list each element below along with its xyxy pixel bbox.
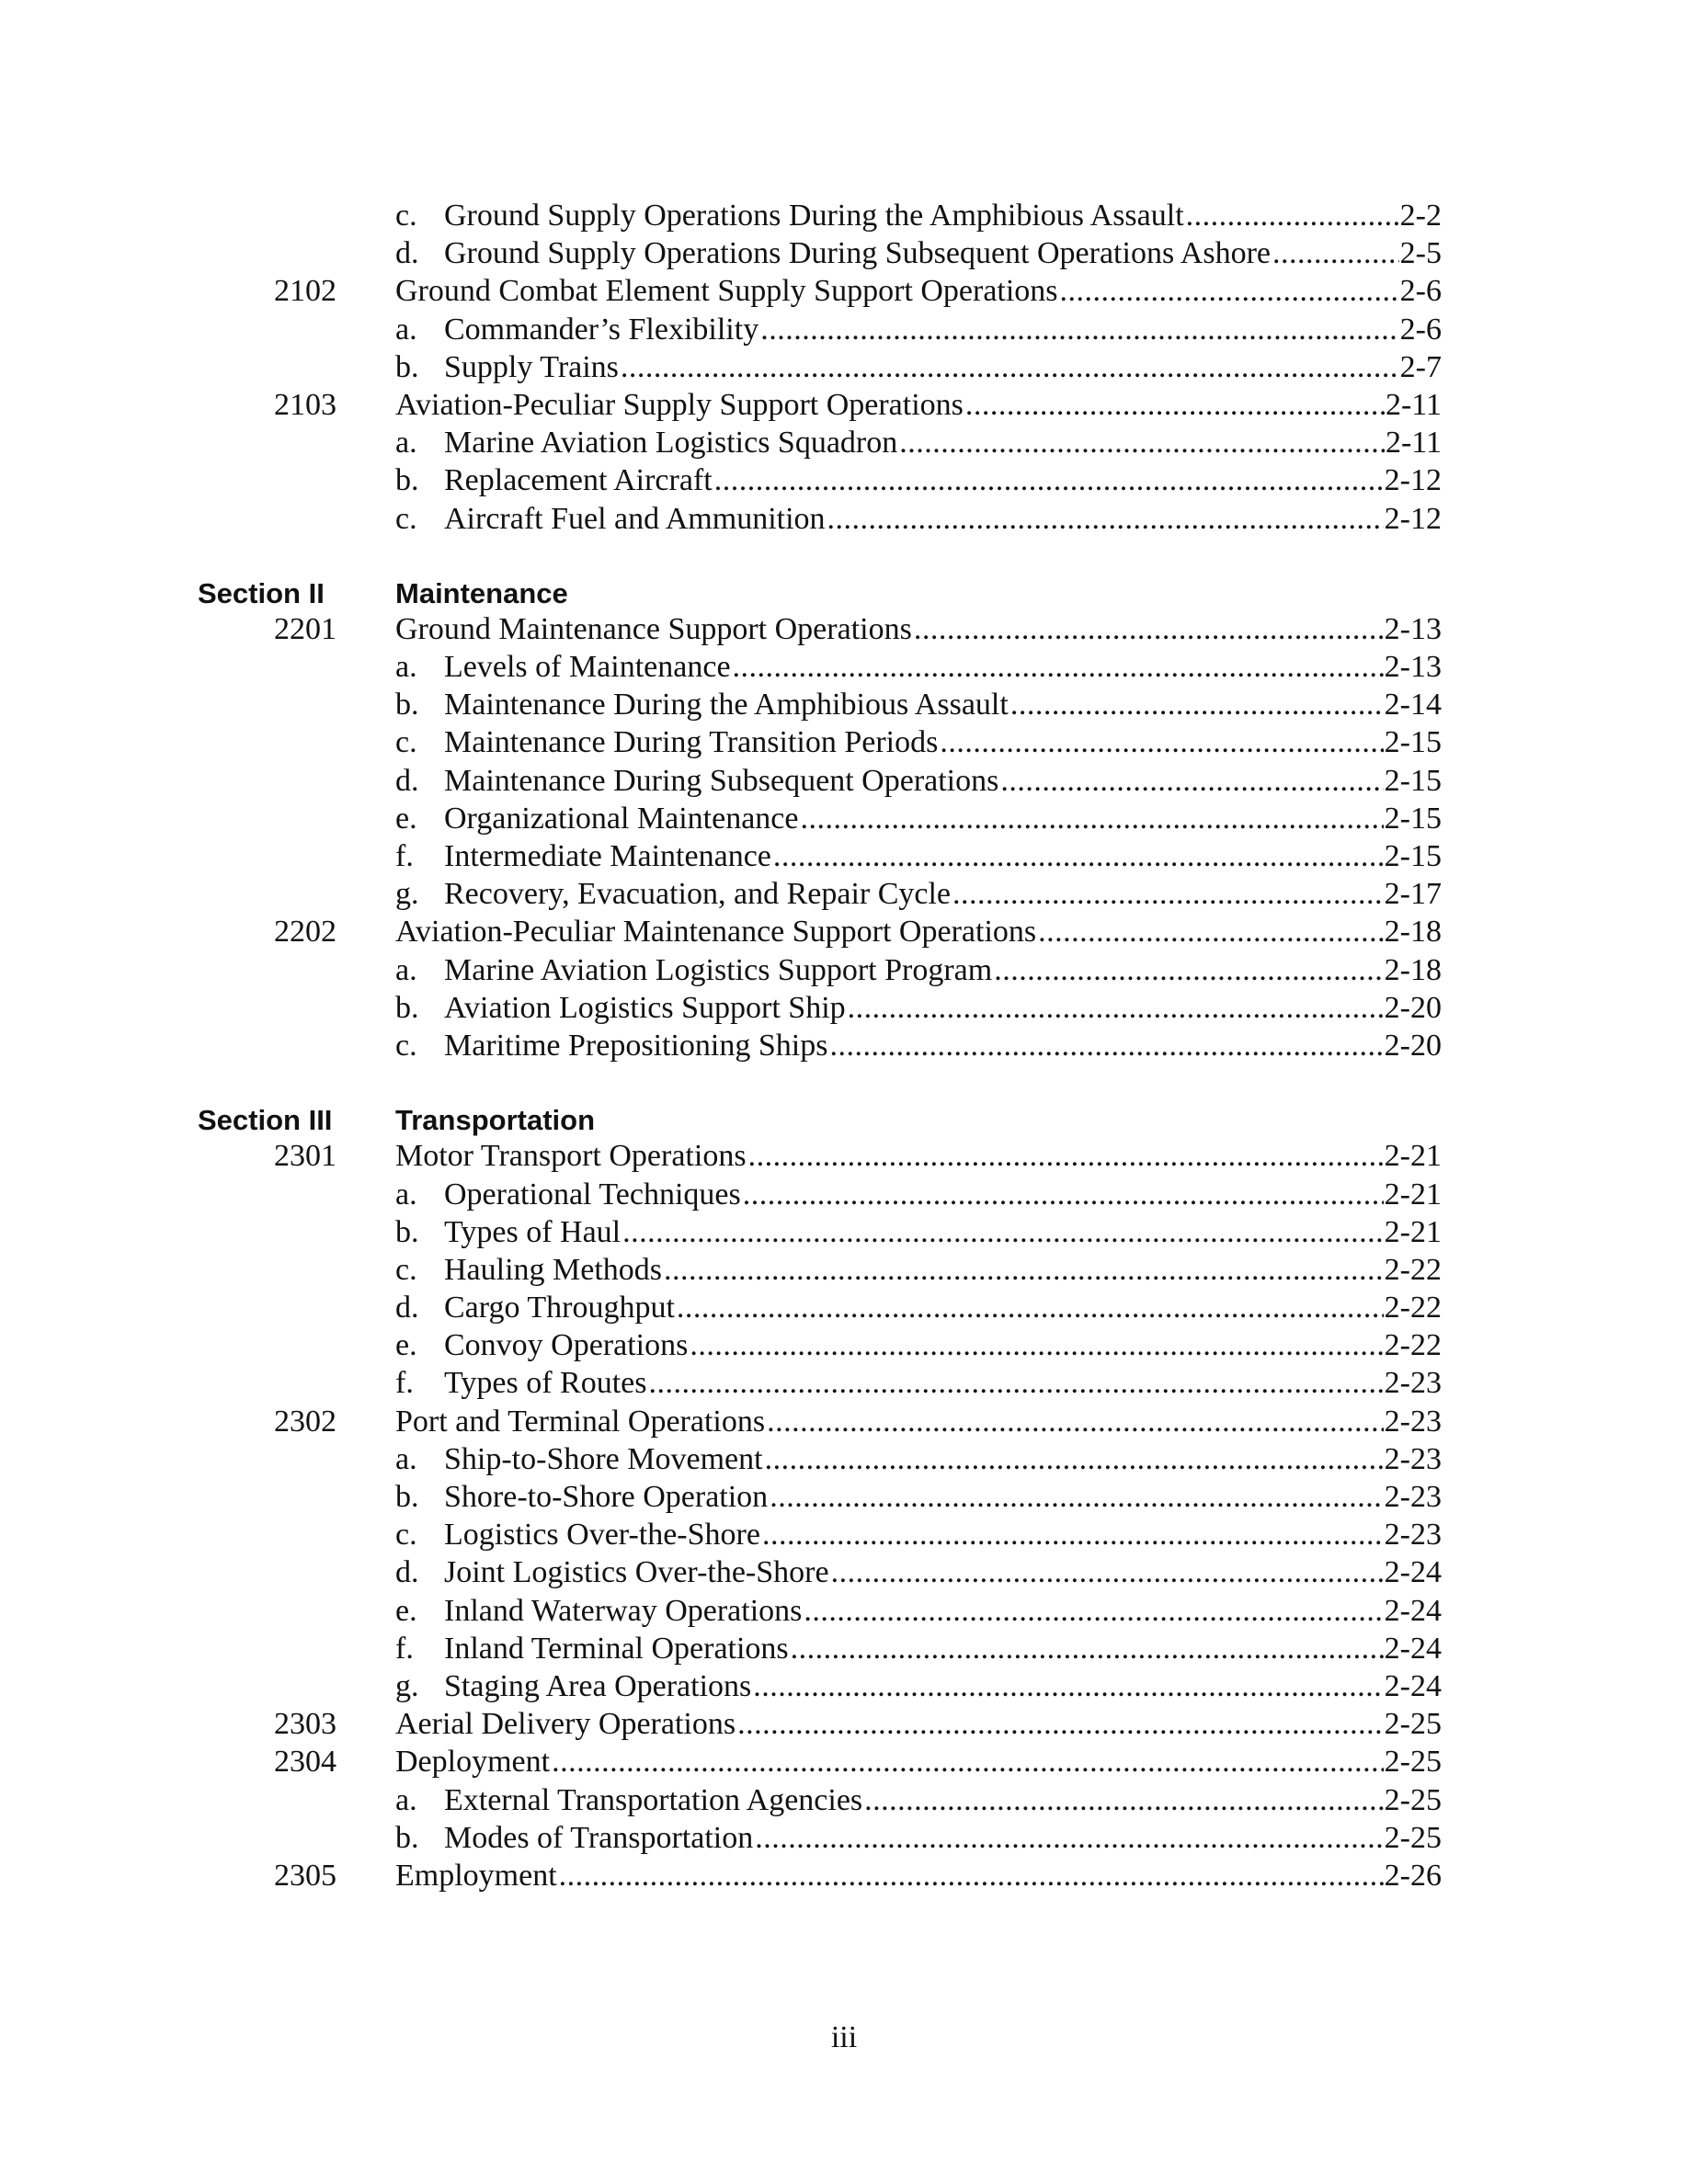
entry-page-number: 2-24 — [1384, 1593, 1442, 1628]
entry-page-number: 2-25 — [1384, 1782, 1442, 1817]
toc-line — [395, 1213, 1442, 1251]
subentry-letter: b. — [395, 688, 419, 722]
entry-title: Convoy Operations — [444, 1328, 689, 1363]
entry-title: Cargo Throughput — [444, 1291, 675, 1325]
paragraph-number: 2103 — [274, 387, 336, 422]
entry-title: Ground Supply Operations During the Amphibious Assault — [444, 199, 1184, 233]
entry-page-number: 2-14 — [1384, 688, 1442, 722]
toc-line — [395, 1516, 1442, 1553]
toc-subentry — [0, 1667, 1688, 1705]
dot-leader — [952, 875, 1384, 913]
dot-leader — [864, 1781, 1384, 1819]
subentry-letter: b. — [395, 1820, 419, 1855]
subentry-letter: e. — [395, 1593, 417, 1628]
toc-entry — [0, 1857, 1688, 1894]
toc-subentry — [0, 1781, 1688, 1819]
paragraph-number: 2102 — [274, 274, 336, 309]
toc-line — [395, 386, 1442, 424]
toc-line — [395, 800, 1442, 837]
entry-page-number: 2-2 — [1399, 199, 1442, 233]
entry-page-number: 2-23 — [1384, 1480, 1442, 1514]
entry-title: Levels of Maintenance — [444, 650, 731, 685]
toc-line — [395, 837, 1442, 875]
subentry-letter: e. — [395, 801, 417, 836]
toc-line — [395, 951, 1442, 989]
entry-page-number: 2-15 — [1384, 839, 1442, 873]
entry-title: Inland Waterway Operations — [444, 1593, 803, 1628]
toc-line — [395, 686, 1442, 723]
entry-title: Types of Haul — [444, 1214, 622, 1249]
toc-line — [395, 500, 1442, 538]
dot-leader — [899, 424, 1385, 461]
paragraph-number: 2303 — [274, 1707, 336, 1742]
dot-leader — [622, 1213, 1384, 1251]
dot-leader — [914, 610, 1384, 648]
subentry-letter: b. — [395, 349, 419, 384]
toc-subentry — [0, 762, 1688, 800]
entry-page-number: 2-21 — [1384, 1139, 1442, 1174]
dot-leader — [664, 1251, 1384, 1289]
toc-subentry — [0, 1027, 1688, 1064]
subentry-letter: c. — [395, 501, 417, 536]
entry-title: Organizational Maintenance — [444, 801, 799, 836]
entry-title: Operational Techniques — [444, 1177, 741, 1211]
dot-leader — [760, 311, 1398, 348]
toc-line — [395, 1403, 1442, 1440]
entry-page-number: 2-18 — [1384, 952, 1442, 987]
dot-leader — [559, 1857, 1384, 1894]
toc-entry — [0, 272, 1688, 310]
toc-subentry — [0, 800, 1688, 837]
dot-leader — [940, 723, 1383, 761]
entry-page-number: 2-11 — [1385, 387, 1442, 422]
toc-subentry — [0, 234, 1688, 272]
table-of-contents — [0, 197, 1688, 1894]
entry-title: Commander’s Flexibility — [444, 312, 759, 347]
toc-subentry — [0, 1364, 1688, 1402]
section-label: Section II — [198, 576, 325, 609]
entry-page-number: 2-15 — [1384, 763, 1442, 798]
subentry-letter: c. — [395, 725, 417, 760]
subentry-letter: c. — [395, 1028, 417, 1063]
subentry-letter: c. — [395, 1252, 417, 1287]
toc-line — [395, 197, 1442, 234]
toc-line — [395, 1440, 1442, 1478]
toc-line — [395, 1857, 1442, 1894]
toc-entry — [0, 1403, 1688, 1440]
entry-title: Recovery, Evacuation, and Repair Cycle — [444, 877, 952, 912]
toc-line — [395, 610, 1442, 648]
entry-page-number: 2-13 — [1384, 611, 1442, 646]
entry-page-number: 2-24 — [1384, 1555, 1442, 1590]
entry-page-number: 2-7 — [1399, 349, 1442, 384]
subentry-letter: f. — [395, 1631, 414, 1666]
toc-subentry — [0, 348, 1688, 386]
dot-leader — [649, 1364, 1384, 1402]
entry-page-number: 2-13 — [1384, 650, 1442, 685]
toc-line — [395, 1781, 1442, 1819]
toc-line — [395, 272, 1442, 310]
dot-leader — [677, 1289, 1384, 1326]
toc-line — [395, 311, 1442, 348]
entry-page-number: 2-15 — [1384, 725, 1442, 760]
entry-page-number: 2-22 — [1384, 1291, 1442, 1325]
toc-subentry — [0, 875, 1688, 913]
entry-page-number: 2-15 — [1384, 801, 1442, 836]
dot-leader — [831, 1553, 1384, 1591]
toc-entry — [0, 913, 1688, 950]
entry-title: Intermediate Maintenance — [444, 839, 771, 873]
subentry-letter: a. — [395, 426, 417, 461]
toc-subentry — [0, 648, 1688, 686]
entry-page-number: 2-26 — [1384, 1858, 1442, 1893]
entry-page-number: 2-11 — [1385, 426, 1442, 461]
entry-page-number: 2-25 — [1384, 1707, 1442, 1742]
entry-page-number: 2-6 — [1399, 274, 1442, 309]
entry-title: Ship-to-Shore Movement — [444, 1441, 763, 1476]
toc-line — [395, 913, 1442, 950]
entry-page-number: 2-23 — [1384, 1518, 1442, 1553]
subentry-letter: e. — [395, 1328, 417, 1363]
entry-page-number: 2-23 — [1384, 1366, 1442, 1401]
section-title: Transportation — [395, 1104, 596, 1137]
subentry-letter: b. — [395, 1214, 419, 1249]
entry-title: Motor Transport Operations — [395, 1139, 747, 1174]
entry-title: Aviation Logistics Support Ship — [444, 990, 846, 1025]
dot-leader — [755, 1819, 1383, 1857]
dot-leader — [767, 1403, 1384, 1440]
toc-entry — [0, 1705, 1688, 1743]
entry-title: Ground Maintenance Support Operations — [395, 611, 912, 646]
entry-title: External Transportation Agencies — [444, 1782, 863, 1817]
toc-line — [395, 1630, 1442, 1667]
entry-title: Shore-to-Shore Operation — [444, 1480, 769, 1514]
entry-page-number: 2-21 — [1384, 1214, 1442, 1249]
entry-title: Inland Terminal Operations — [444, 1631, 789, 1666]
toc-subentry — [0, 1553, 1688, 1591]
subentry-letter: a. — [395, 1441, 417, 1476]
entry-title: Hauling Methods — [444, 1252, 663, 1287]
section-heading-row — [0, 573, 1688, 610]
entry-title: Joint Logistics Over-the-Shore — [444, 1555, 829, 1590]
paragraph-number: 2304 — [274, 1745, 336, 1780]
subentry-letter: d. — [395, 1555, 419, 1590]
toc-subentry — [0, 500, 1688, 538]
entry-title: Modes of Transportation — [444, 1820, 754, 1855]
entry-title: Maritime Prepositioning Ships — [444, 1028, 828, 1063]
entry-title: Maintenance During the Amphibious Assault — [444, 688, 1009, 722]
subentry-letter: g. — [395, 1668, 419, 1703]
entry-page-number: 2-23 — [1384, 1441, 1442, 1476]
dot-leader — [1060, 272, 1399, 310]
entry-title: Maintenance During Transition Periods — [444, 725, 939, 760]
dot-leader — [1000, 762, 1383, 800]
entry-title: Employment — [395, 1858, 557, 1893]
toc-subentry — [0, 1289, 1688, 1326]
subentry-letter: d. — [395, 763, 419, 798]
entry-page-number: 2-12 — [1384, 463, 1442, 498]
paragraph-number: 2201 — [274, 611, 336, 646]
dot-leader — [804, 1592, 1383, 1630]
dot-leader — [743, 1176, 1384, 1213]
dot-leader — [829, 1027, 1383, 1064]
subentry-letter: a. — [395, 650, 417, 685]
entry-page-number: 2-22 — [1384, 1328, 1442, 1363]
entry-title: Logistics Over-the-Shore — [444, 1518, 760, 1553]
entry-page-number: 2-21 — [1384, 1177, 1442, 1211]
toc-subentry — [0, 461, 1688, 499]
dot-leader — [1186, 197, 1399, 234]
toc-line — [395, 1326, 1442, 1364]
toc-line — [395, 1251, 1442, 1289]
subentry-letter: f. — [395, 839, 414, 873]
entry-page-number: 2-17 — [1384, 877, 1442, 912]
dot-leader — [690, 1326, 1383, 1364]
entry-title: Deployment — [395, 1745, 551, 1780]
toc-line — [395, 424, 1442, 461]
dot-leader — [765, 1440, 1384, 1478]
dot-leader — [791, 1630, 1384, 1667]
section-heading-row — [0, 1099, 1688, 1137]
entry-title: Maintenance During Subsequent Operations — [444, 763, 999, 798]
toc-subentry — [0, 1213, 1688, 1251]
entry-page-number: 2-18 — [1384, 915, 1442, 950]
entry-page-number: 2-20 — [1384, 990, 1442, 1025]
entry-title: Types of Routes — [444, 1366, 647, 1401]
subentry-letter: a. — [395, 1782, 417, 1817]
entry-title: Supply Trains — [444, 349, 619, 384]
paragraph-number: 2305 — [274, 1858, 336, 1893]
toc-line — [395, 1667, 1442, 1705]
dot-leader — [801, 800, 1384, 837]
entry-page-number: 2-24 — [1384, 1668, 1442, 1703]
entry-page-number: 2-22 — [1384, 1252, 1442, 1287]
dot-leader — [827, 500, 1384, 538]
dot-leader — [753, 1667, 1383, 1705]
entry-page-number: 2-12 — [1384, 501, 1442, 536]
subentry-letter: b. — [395, 463, 419, 498]
subentry-letter: c. — [395, 199, 417, 233]
toc-subentry — [0, 1478, 1688, 1516]
dot-leader — [965, 386, 1385, 424]
entry-title: Staging Area Operations — [444, 1668, 752, 1703]
toc-subentry — [0, 951, 1688, 989]
dot-leader — [773, 837, 1384, 875]
subentry-letter: b. — [395, 1480, 419, 1514]
dot-leader — [552, 1743, 1384, 1780]
dot-leader — [737, 1705, 1384, 1743]
toc-line — [395, 762, 1442, 800]
toc-subentry — [0, 424, 1688, 461]
toc-entry — [0, 1137, 1688, 1175]
entry-page-number: 2-25 — [1384, 1820, 1442, 1855]
entry-page-number: 2-25 — [1384, 1745, 1442, 1780]
subentry-letter: b. — [395, 990, 419, 1025]
toc-entry — [0, 610, 1688, 648]
entry-title: Aviation-Peculiar Maintenance Support Operations — [395, 915, 1037, 950]
toc-entry — [0, 1743, 1688, 1780]
entry-title: Aerial Delivery Operations — [395, 1707, 736, 1742]
dot-leader — [733, 648, 1384, 686]
toc-subentry — [0, 311, 1688, 348]
toc-subentry — [0, 197, 1688, 234]
toc-subentry — [0, 1516, 1688, 1553]
dot-leader — [848, 989, 1384, 1027]
toc-subentry — [0, 1592, 1688, 1630]
toc-subentry — [0, 1440, 1688, 1478]
toc-subentry — [0, 1630, 1688, 1667]
entry-title: Aircraft Fuel and Ammunition — [444, 501, 826, 536]
toc-line — [395, 1027, 1442, 1064]
subentry-letter: g. — [395, 877, 419, 912]
entry-page-number: 2-5 — [1399, 236, 1442, 271]
entry-title: Port and Terminal Operations — [395, 1404, 766, 1439]
subentry-letter: d. — [395, 236, 419, 271]
paragraph-number: 2202 — [274, 915, 336, 950]
entry-title: Replacement Aircraft — [444, 463, 713, 498]
entry-page-number: 2-20 — [1384, 1028, 1442, 1063]
entry-title: Marine Aviation Logistics Squadron — [444, 426, 898, 461]
subentry-letter: d. — [395, 1291, 419, 1325]
entry-title: Marine Aviation Logistics Support Program — [444, 952, 993, 987]
entry-title: Ground Supply Operations During Subsequent Operations Ashore — [444, 236, 1272, 271]
dot-leader — [714, 461, 1384, 499]
paragraph-number: 2301 — [274, 1139, 336, 1174]
toc-line — [395, 1478, 1442, 1516]
entry-title: Aviation-Peculiar Supply Support Operations — [395, 387, 964, 422]
toc-line — [395, 234, 1442, 272]
toc-line — [395, 723, 1442, 761]
entry-page-number: 2-6 — [1399, 312, 1442, 347]
dot-leader — [762, 1516, 1384, 1553]
dot-leader — [621, 348, 1399, 386]
toc-subentry — [0, 1326, 1688, 1364]
toc-subentry — [0, 723, 1688, 761]
dot-leader — [994, 951, 1383, 989]
section-title: Maintenance — [395, 576, 568, 609]
toc-line — [395, 648, 1442, 686]
toc-line — [395, 1176, 1442, 1213]
toc-line — [395, 1592, 1442, 1630]
toc-line — [395, 1137, 1442, 1175]
toc-subentry — [0, 1176, 1688, 1213]
toc-subentry — [0, 1251, 1688, 1289]
dot-leader — [770, 1478, 1383, 1516]
toc-line — [395, 461, 1442, 499]
toc-line — [395, 348, 1442, 386]
dot-leader — [748, 1137, 1384, 1175]
toc-entry — [0, 386, 1688, 424]
subentry-letter: f. — [395, 1366, 414, 1401]
toc-subentry — [0, 1819, 1688, 1857]
section-label: Section III — [198, 1104, 333, 1137]
dot-leader — [1272, 234, 1399, 272]
subentry-letter: c. — [395, 1518, 417, 1553]
subentry-letter: a. — [395, 312, 417, 347]
paragraph-number: 2302 — [274, 1404, 336, 1439]
toc-line — [395, 1364, 1442, 1402]
toc-subentry — [0, 837, 1688, 875]
dot-leader — [1010, 686, 1384, 723]
page-number: iii — [830, 2020, 858, 2054]
toc-line — [395, 1743, 1442, 1780]
toc-line — [395, 989, 1442, 1027]
toc-line — [395, 1819, 1442, 1857]
entry-page-number: 2-24 — [1384, 1631, 1442, 1666]
toc-line — [395, 1553, 1442, 1591]
toc-line — [395, 1289, 1442, 1326]
entry-page-number: 2-23 — [1384, 1404, 1442, 1439]
subentry-letter: a. — [395, 952, 417, 987]
toc-line — [395, 875, 1442, 913]
toc-subentry — [0, 686, 1688, 723]
toc-subentry — [0, 989, 1688, 1027]
toc-line — [395, 1705, 1442, 1743]
subentry-letter: a. — [395, 1177, 417, 1211]
entry-title: Ground Combat Element Supply Support Operations — [395, 274, 1058, 309]
dot-leader — [1038, 913, 1384, 950]
